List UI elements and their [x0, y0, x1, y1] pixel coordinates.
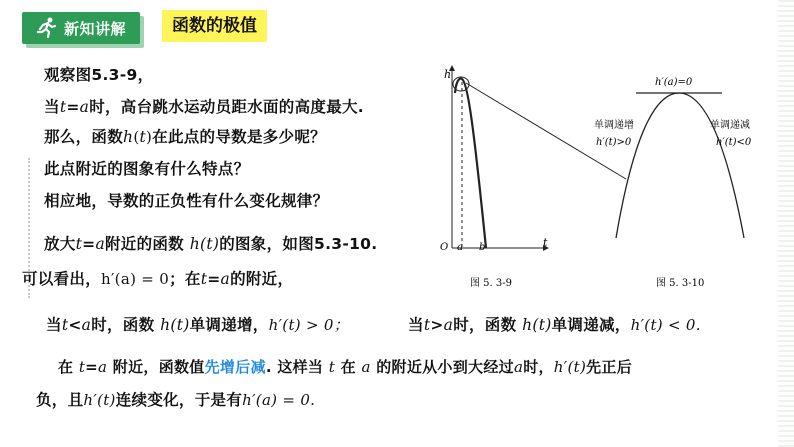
- text-line-6: 放大t=a附近的函数 h(t)的图象，如图5.3-10.: [44, 235, 378, 253]
- fig1-caption: 图 5. 3-9: [470, 278, 513, 289]
- fig2-top-label: h′(a)=0: [655, 77, 693, 88]
- fig2-caption: 图 5. 3-10: [656, 278, 705, 289]
- figure-5-3-10: [594, 77, 752, 238]
- text-line-9: 在 t=a 附近，函数值先增后减. 这样当 t 在 a 的附近从小到大经过a时，h′(t)先正后: [58, 358, 633, 376]
- text-line-5: 相应地，导数的正负性有什么变化规律？: [44, 192, 329, 210]
- fig2-right-label-1: 单调递减: [710, 120, 750, 131]
- fig2-right-label-2: h′(t)<0: [716, 137, 752, 148]
- text-line-4: 此点附近的图象有什么特点？: [44, 160, 250, 178]
- highlight-text: 先增后减: [204, 358, 266, 376]
- text-line-8a: 当t<a时，函数 h(t)单调递增，h′(t) > 0；: [46, 316, 350, 334]
- fig1-connector: [466, 83, 626, 179]
- fig1-y-label: h: [444, 68, 452, 81]
- text-line-2: 当t=a时，高台跳水运动员距水面的高度最大.: [44, 98, 364, 116]
- figure-5-3-9: [440, 66, 626, 253]
- fig1-curve: [455, 79, 486, 248]
- fig1-tick-b: b: [479, 242, 486, 253]
- fig2-curve: [616, 93, 744, 238]
- text-line-7: 可以看出，h′(a) = 0；在t=a的附近，: [22, 270, 294, 288]
- fig1-tick-a: a: [457, 242, 463, 253]
- section-label: 新知讲解: [64, 19, 127, 38]
- text-line-10: 负，且h′(t)连续变化，于是有h′(a) = 0.: [36, 391, 316, 409]
- text-line-1: 观察图5.3-9，: [44, 66, 154, 84]
- fig1-x-label: t: [543, 236, 548, 249]
- topic-title: 函数的极值: [162, 10, 267, 42]
- fig2-left-label-1: 单调递增: [594, 120, 634, 131]
- fig2-left-label-2: h′(t)>0: [596, 137, 632, 148]
- text-line-3: 那么，函数h(t)在此点的导数是多少呢？: [44, 128, 326, 146]
- text-line-8b: 当t>a时，函数 h(t)单调递减，h′(t) < 0.: [408, 316, 701, 334]
- fig1-origin: O: [440, 242, 449, 253]
